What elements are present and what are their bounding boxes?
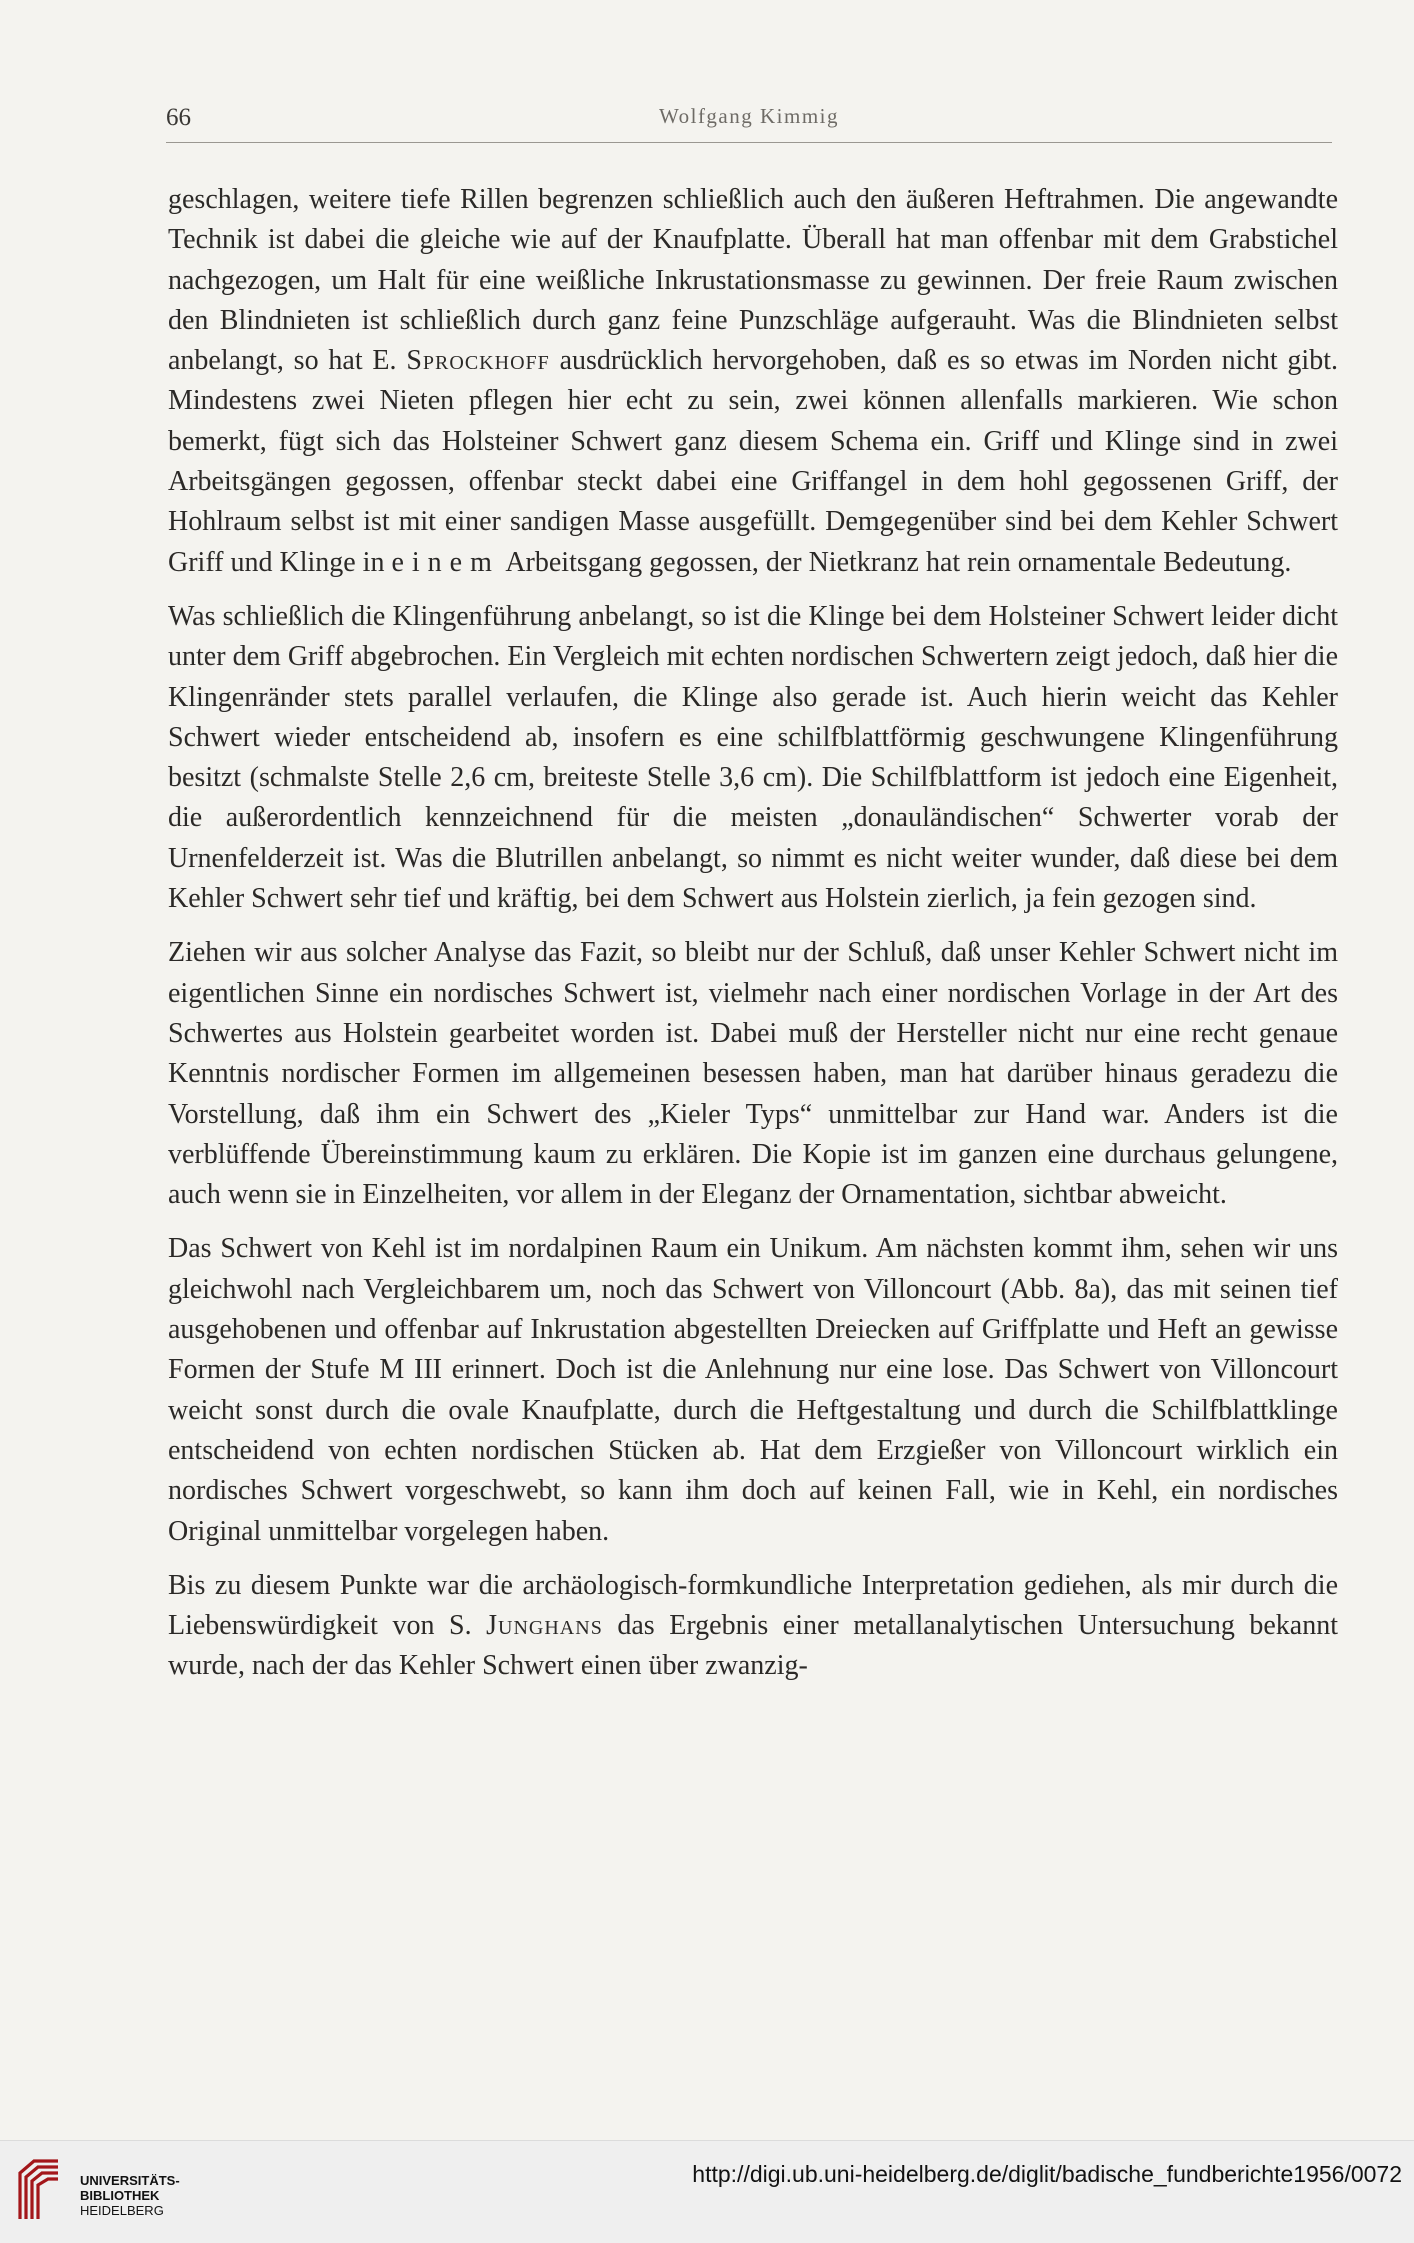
page-number: 66: [166, 104, 191, 131]
author-name-junghans: Junghans: [486, 1610, 603, 1642]
paragraph-2: Was schließlich die Klingenführung anbelangt, so ist die Klinge bei dem Holsteiner Schwert leider dicht unter dem Griff abgebrochen. Ein Vergleich mit echten nordischen Schwertern zeigt jedoch, daß hier die Klingenränder stets parallel verlaufen, die Klinge also gerade ist. Auch hierin weicht das Kehler Schwert wieder entscheidend ab, insofern es eine schilfblattförmig geschwungene Klingenführung besitzt (schmalste Stelle 2,6 cm, breiteste Stelle 3,6 cm). Die Schilfblattform ist jedoch eine Eigenheit, die außerordentlich kennzeichnend für die meisten „donauländischen“ Schwerter vorab der Urnenfelderzeit ist. Was die Blutrillen anbelangt, so nimmt es nicht weiter wunder, daß diese bei dem Kehler Schwert sehr tief und kräftig, bei dem Schwert aus Holstein zierlich, ja fein gezogen sind.: [168, 600, 1338, 915]
author-name-sprockhoff: Sprockhoff: [406, 345, 550, 377]
library-logo-icon: [14, 2155, 64, 2225]
paragraph-1-text-a: geschlagen, weitere tiefe Rillen begrenzen schließlich auch den äußeren Heftrahmen. Die angewandte Technik ist dabei die gleiche wie auf der Knaufplatte. Überall hat man offenbar mit dem Grabstichel nachgezogen, um Halt für eine weißliche Inkrustationsmasse zu gewinnen. Der freie Raum zwischen den Blindnieten ist schließlich durch ganz feine Punzschläge aufgerauht. Was die Blindnieten selbst anbelangt, so hat E.: [168, 184, 1338, 377]
running-title: Wolfgang Kimmig: [658, 104, 840, 128]
library-logo-text: [80, 2173, 180, 2218]
spaced-emphasis: einem: [391, 546, 500, 578]
paragraph-4: Das Schwert von Kehl ist im nordalpinen Raum ein Unikum. Am nächsten kommt ihm, sehen wir uns gleichwohl nach Vergleichbarem um, noch das Schwert von Villoncourt (Abb. 8a), das mit seinen tief ausgehobenen und offenbar auf Inkrustation abgestellten Dreiecken auf Griffplatte und Heft an gewisse Formen der Stufe M III erinnert. Doch ist die Anlehnung nur eine lose. Das Schwert von Villoncourt weicht sonst durch die ovale Knaufplatte, durch die Heftgestaltung und durch die Schilfblattklinge entscheidend von echten nordischen Stücken ab. Hat dem Erzgießer von Villoncourt wirklich ein nordisches Schwert vorgeschwebt, so kann ihm doch auf keinen Fall, wie in Kehl, ein nordisches Original unmittelbar vorgelegen haben.: [168, 1233, 1338, 1547]
paragraph-5: [168, 1566, 1338, 1687]
paragraph-1: [168, 180, 1338, 583]
logo-line-1: UNIVERSITÄTS-: [80, 2173, 180, 2188]
paragraph-3: Ziehen wir aus solcher Analyse das Fazit, so bleibt nur der Schluß, daß unser Kehler Schwert nicht im eigentlichen Sinne ein nordisches Schwert ist, vielmehr nach einer nordischen Vorlage in der Art des Schwertes aus Holstein gearbeitet worden ist. Dabei muß der Hersteller nicht nur eine recht genaue Kenntnis nordischer Formen im allgemeinen besessen haben, man hat darüber hinaus geradezu die Vorstellung, daß ihm ein Schwert des „Kieler Typs“ unmittelbar zur Hand war. Anders ist die verblüffende Übereinstimmung kaum zu erklären. Die Kopie ist im ganzen eine durchaus gelungene, auch wenn sie in Einzelheiten, vor allem in der Eleganz der Ornamentation, sichtbar abweicht.: [168, 937, 1338, 1211]
source-url-link[interactable]: http://digi.ub.uni-heidelberg.de/diglit/badische_fundberichte1956/0072: [692, 2161, 1402, 2187]
paragraph-1-text-b: ausdrücklich hervorgehoben, daß es so etwas im Norden nicht gibt. Mindestens zwei Nieten pflegen hier echt zu sein, zwei können allenfalls markieren. Wie schon bemerkt, fügt sich das Holsteiner Schwert ganz diesem Schema ein. Griff und Klinge sind in zwei Arbeitsgängen gegossen, offenbar steckt dabei eine Griffangel in dem hohl gegossenen Griff, der Hohlraum selbst ist mit einer sandigen Masse ausgefüllt. Demgegenüber sind bei dem Kehler Schwert Griff und Klinge in: [168, 345, 1338, 578]
body-text: [168, 180, 1338, 1701]
footer-bar: [0, 2140, 1414, 2243]
page-header: [166, 96, 1332, 140]
library-logo[interactable]: [14, 2151, 194, 2231]
logo-line-3: HEIDELBERG: [80, 2203, 164, 2218]
paragraph-5-text-a: Bis zu diesem Punkte war die archäologisch-formkundliche Interpretation gediehen, als mir durch die Liebenswürdigkeit von S.: [168, 1569, 1338, 1642]
paragraph-5-text-b: das Ergebnis einer metallanalytischen Untersuchung bekannt wurde, nach der das Kehler Schwert einen über zwanzig-: [168, 1610, 1338, 1682]
header-rule: [166, 142, 1332, 143]
paragraph-1-text-c: Arbeitsgang gegossen, der Nietkranz hat rein ornamentale Bedeutung.: [499, 546, 1292, 578]
logo-line-2: BIBLIOTHEK: [80, 2188, 160, 2203]
